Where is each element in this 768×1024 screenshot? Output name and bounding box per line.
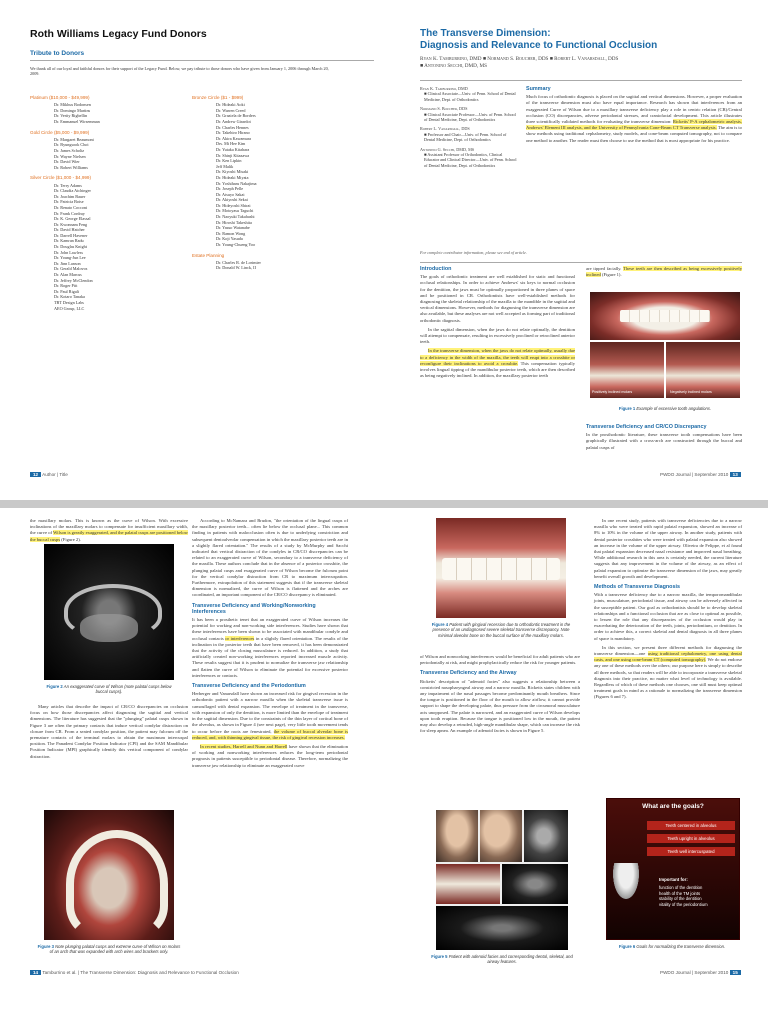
donor-name: Dr. Byungsook Choi xyxy=(54,142,89,148)
donor-name: Dr. Domingo Martins xyxy=(54,107,91,113)
donor-name: Dr. Young-Chueng Yoo xyxy=(216,242,256,248)
figure-4-caption xyxy=(430,622,572,638)
article-title-line2: Diagnosis and Relevance to Functional Occlusion xyxy=(420,40,658,51)
figure-6-important-heading: Important for: xyxy=(659,877,688,882)
p15-paragraph-1: of Wilson and nonworking interferences would be beneficial for adult patients who are periodontally at risk, and might prophylactically reduce the risk for younger patients. xyxy=(420,654,580,666)
figure-6-slide xyxy=(606,798,740,940)
perio-highlight: the volume of buccal alveolar bone is reduced, and, with thinning gingival tissue, the risk of gingival recession increases. xyxy=(192,728,348,740)
p15-col2-paragraph: In one recent study, patients with transverse deficiencies due to a narrow maxilla who were treated with rapid palatal expansion, showed an increase of 8% to 10% in the volume of the upper airway. In another study, patients with dental posterior crossbites who were treated with palatal expansion also showed an increase in the volume of the upper airway. Oliveira de Felippe, et al found that palatal expansion decreased nasal resistance and improved nasal breathing. While additional research in this area is certainly needed, the current literature suggests that any improvement in the volume of the airway, as an effect of palatal expansion to optimize the transverse dimension of the jaws, may greatly benefit overall growth and development. xyxy=(594,518,742,579)
divider xyxy=(420,262,742,263)
methods-text-b: In this section, we present three different methods for diagnosing the transverse dimension—one xyxy=(594,644,742,657)
figure-5-ct xyxy=(502,864,568,904)
donor-tier-heading: Platinum ($10,000 - $49,999) xyxy=(30,95,90,100)
donor-name: Dr. Hideaki Aoki xyxy=(216,102,245,108)
donor-name: Dr. Ken Lipkin xyxy=(216,158,242,164)
intro-paragraph-3: This compensation typically involves lingual tipping of the mandibular posterior teeth, which are then described as being negatively inclined. In addition, the maxillary posterior teeth xyxy=(420,360,575,379)
donor-name: Dr. Naoyuki Takahashi xyxy=(216,214,255,220)
p14-paragraph-2: Many articles that describe the impact of CR/CO discrepancies on occlusion focus on how those discrepancies affect diagnosing the sagittal and vertical dimensions. The literature has suggested that the "plunging" palatal cusps shown in Figure 3 are often the primary contacts that induce vertical condylar distraction on closure from CR. From a seated condylar position, the patient may fulcrum off the premature contacts of the terminal molars to obtain the maximum intercuspal position. The Panadent Condylar Position Indicator (CPI) and the SAM Mandibular Position Indicator (MPI) graphically identify this vertical component of condylar distraction. xyxy=(30,704,188,759)
figure-3-caption xyxy=(36,944,182,955)
donor-name: Dr. Kwonnam Feng xyxy=(54,221,88,227)
donor-name: Dr. Frank Cordray xyxy=(54,210,85,216)
intro-paragraph-1: The goals of orthodontic treatment are well established for static and functional occlusal relationships. In order to achieve Andrews' six keys to normal occlusion for the dentition, the jaws must be optimally proportioned in three planes of space and be positioned in CR. Orthodontists have well-established methods for diagnosing the skeletal relationship of the maxilla to the mandible in the sagittal and vertical dimensions. However, methods for diagnosing the transverse dimension are also available, but these analyses are not well accepted as forming part of traditional orthodontic diagnosis. xyxy=(420,274,576,323)
summary-highlight: Ricketts' P-A cephalometric analysis, Andrews' Element III analysis, and the University of Pennsylvania Cone-Beam CT Transverse analysis. xyxy=(526,119,742,131)
figure-5-face-side xyxy=(480,810,522,862)
page14-paragraph-2 xyxy=(30,704,188,763)
figure-6-important-item: health of the TM joints xyxy=(659,890,701,896)
contact-note: For complete contributor information, please see end of article. xyxy=(420,250,527,255)
donor-name: Dr. Hideyoshi Shirai xyxy=(216,202,251,208)
section-working-heading: Transverse Deficiency and Working/Nonworking Interferences xyxy=(192,602,316,615)
affiliation-text: ■ Clinical Associate—Univ. of Penn. School of Dental Medicine, Dept. of Orthodontics xyxy=(424,91,516,102)
perio-text-b: have shown that the elimination of working and nonworking interferences reduces the long-term periodontal prognosis in patients susceptible to periodontal disease. Therefore, normalizing the transverse jaw relationship to eliminate an exaggerated curve xyxy=(192,743,348,768)
spread-pages-12-13 xyxy=(0,0,768,500)
section-periodontium-heading: Transverse Deficiency and the Periodontium xyxy=(192,683,306,690)
donor-name: Dr. Roger Pitt xyxy=(54,283,78,289)
donor-name: Dr. Robert Williams xyxy=(54,164,88,170)
donor-name: Dr. Shinji Kitazawa xyxy=(216,152,250,158)
donor-name: Dr. Kiyoshi Misaki xyxy=(216,169,249,175)
figure-5-airway xyxy=(436,906,568,950)
donor-name: Dr. Joachim Bauer xyxy=(54,193,86,199)
page-number: 12 xyxy=(30,472,41,477)
page15-column-2 xyxy=(594,518,742,704)
donor-name: Dr. Ramon Wong xyxy=(216,230,246,236)
donor-name: Dr. Darrell Havener xyxy=(54,232,88,238)
footer-text: Author | Title xyxy=(42,472,68,477)
donor-name: Dr. Hideaki Miyata xyxy=(216,174,249,180)
p14-col2-paragraph: According to McNamara and Brudon, "the orientation of the lingual cusps of the maxillary posterior teeth... often lie below the occlusal plane... This common finding in patients with malocclusion often is due to underlying constriction and subsequent dentoalveolar compensation in which the maxillary posterior teeth are in a slightly flared orientation." The results of a study by McMurphy and Sacchi indicated that vertical distraction of the condyles in CR/CO discrepancies can be related to an exaggerated curve of Wilson, secondary to a transverse deficiency of the maxilla. These authors conclude that in the absence of a posterior crossbite, the plunging palatal cusps and exaggerated curve of Wilson become the fulcrum point for the vertical condylar distraction from CR to maximum intercuspation. Furthermore, extrapolation of this statement suggests that if the transverse skeletal dimension is normalized, the curve of Wilson is flattened and the arches are coordinated, an important component of the CR/CO discrepancy is eliminated. xyxy=(192,518,348,598)
figure-1-label: Figure 1 xyxy=(618,406,636,411)
donor-name: Dr. Jinn Lanson xyxy=(54,260,81,266)
section-methods-heading: Methods of Transverse Diagnosis xyxy=(594,584,680,591)
affiliation-name: Robert L. Vanarsdall, DDS xyxy=(420,126,470,132)
affiliation-text: ■ Clinical Associate Professor—Univ. of Penn. School of Dental Medicine, Dept. of Orthodontics xyxy=(424,111,516,123)
affiliation-name: Ryan K. Tamburrino, DMD xyxy=(420,86,468,91)
section-airway-text: Ricketts' description of "adenoid facies" also suggests a relationship between a constricted nasopharyngeal airway and a narrow maxilla. Ricketts states children with any impairment of the nasal passages become predominantly mouth breathers. Since the tongue is positioned in the floor of the mouth to allow airflow, it cannot provide support to shape the developing palate, thus pressure from the circumoral musculature acts unopposed. The palate is narrowed, and an exaggerated curve of Wilson develops upon tooth eruption. Because the tongue is positioned low in the mouth, the patient may also develop a retruded, high-angle mandibular shape, which can increase the risk for sleep apnea. An example of adenoid facies is shown in Figure 5. xyxy=(420,678,580,734)
donor-tier-heading: Bronze Circle ($1 - $999) xyxy=(192,95,244,100)
authors-line-1: Ryan K. Tamburrino, DMD ■ Normand S. Boucher, DDS ■ Robert L. Vanarsdall, DDS xyxy=(420,56,619,62)
donor-name: Dr. Takehiro Hirano xyxy=(216,130,250,136)
figure-1-label-positive: Positively inclined molars xyxy=(592,390,633,394)
figure-1-smile-photo xyxy=(590,292,740,340)
working-text-b: in a slightly flared orientation. The results of the inclination in the posterior teeth that have been removed, it has been demonstrated that the activity of the closing musculature is reduced. In addition, a study that artificially created non-working interferences reported increased muscle activity. These results suggest that it is prudent to normalize the transverse jaw relationship and flatten the curve of Wilson to eliminate the potential for excessive posterior interferences or contacts. xyxy=(192,635,348,678)
affiliation-name: Normand S. Boucher, DDS xyxy=(420,106,468,112)
summary-heading: Summary xyxy=(526,86,551,92)
col2-text-a: are tipped facially. xyxy=(586,266,624,271)
footer-right xyxy=(660,472,741,477)
figure-5-label: Figure 5 xyxy=(431,954,448,959)
donor-name: Dr. Yoshiharu Nakajima xyxy=(216,180,257,186)
donors-subtitle: Tribute to Donors xyxy=(30,50,85,57)
donor-name: Dr. Yutaka Kitahara xyxy=(216,146,250,152)
figure-1-label-negative: Negatively inclined molars xyxy=(670,390,712,394)
donor-name: Dr. Kotaro Tanaka xyxy=(54,294,85,300)
perio-highlight-2: In recent studies, Harrell and Nunn and Harrell xyxy=(200,743,288,749)
summary xyxy=(526,86,742,147)
donor-name: Dr. James Scholtz xyxy=(54,147,85,153)
donors-intro: We thank all of our loyal and faithful donors for their support of the Legacy Fund. Below, we pay tribute to those donors who have given from January 1, 2006 through March 20, 2009. xyxy=(30,66,329,77)
figure-2-caption xyxy=(44,684,174,695)
p14-text-a: the maxillary molars. This is known as the curve of Wilson. With excessive inclinations of the maxillary molars to compensate for insufficient maxillary width, the curve of xyxy=(30,518,188,536)
affiliation-name: Antonino G. Secchi, DMD, MS xyxy=(420,146,475,152)
donor-name: Dr. Charles Hennes xyxy=(216,124,249,130)
figure-5-teeth xyxy=(436,864,500,904)
footer-left xyxy=(30,970,239,975)
figure-6-goal-item: Teeth upright in alveolus xyxy=(647,834,735,843)
footer-left xyxy=(30,472,68,477)
donor-name: Dr. Graziela de Borders xyxy=(216,113,256,119)
donor-name: Drs. Mi Hee Kim xyxy=(216,141,246,147)
donor-name: Dr. Mikhus Bodonsen xyxy=(54,102,91,108)
donor-name: Dr. Kamran Radu xyxy=(54,238,84,244)
footer-right xyxy=(660,970,741,975)
donor-name: Dr. Joseph Pelle xyxy=(216,186,244,192)
figure-6-important-list xyxy=(659,885,739,907)
figure-6-caption-text: Goals for normalizing the transverse dimension. xyxy=(636,944,726,949)
footer-text: Tamburrino et al. | The Transverse Dimension: Diagnosis and Relevance to Functional Occlusion xyxy=(42,970,239,975)
figure-5-collage xyxy=(436,810,568,950)
donor-tiers-column-1 xyxy=(30,90,180,311)
page14-column-1 xyxy=(30,518,188,546)
page-number: 15 xyxy=(730,970,741,975)
donor-name: Dr. Paul Rigali xyxy=(54,288,80,294)
working-text-a: It has been a prosthetic tenet that an exaggerated curve of Wilson increases the potential for working and non-working side interferences. Studies have shown that these interferences have been shown to be associated with mandibular condyle and occlusal contacts xyxy=(192,617,348,641)
donor-name: Dr. Charles R. de Lorimier xyxy=(216,259,261,265)
donor-name: AEO Group, LLC xyxy=(54,305,85,311)
figure-6-goal-item: Teeth well intercuspated xyxy=(647,847,735,856)
intro-paragraph-2: In the sagittal dimension, when the jaws do not relate optimally, the dentition will attempt to compensate, resulting in excessively proclined or retroclined anterior teeth. xyxy=(420,326,575,345)
donors-title: Roth Williams Legacy Fund Donors xyxy=(30,28,207,40)
article-title-line1: The Transverse Dimension: xyxy=(420,28,551,39)
donor-name: Dr. K. George Elassal xyxy=(54,216,91,222)
donor-name: Dr. Hiroshi Takeshita xyxy=(216,219,252,225)
figure-5-ceph xyxy=(524,810,568,862)
donor-name: Dr. Donald W. Linck, II xyxy=(216,265,256,271)
donor-tier-heading: Gold Circle ($5,000 - $9,999) xyxy=(30,129,90,135)
donor-name: TBT Design Labs xyxy=(54,300,84,306)
donor-name: Dr. Verity Rigbellin xyxy=(54,113,88,119)
perio-text-a: Herberger and Vanarsdall have shown an increased risk for gingival recession in the orthodontic patient with a narrow maxilla when the skeletal transverse issue is camouflaged with dental expansion. The envelope of treatment in the transverse, with expansion of only the dentition, is more limited than the envelope of treatment in the sagittal dimension. Due to the constraints of the thin layer of cortical bone of the alveolus, as shown in Figure 4 (see next page), very little tooth movement tends to occur before the roots are fenestrated, xyxy=(192,691,348,734)
donor-tiers-column-2 xyxy=(192,90,342,271)
figure-2-caption-text: An exaggerated curve of Wilson (note palatal cusps below buccal cusps). xyxy=(63,684,172,695)
donor-name: Dr. Warren Creed xyxy=(216,107,246,113)
donor-tier-heading: Silver Circle ($1,000 - $4,999) xyxy=(30,175,92,181)
figure-4-caption-text: Patient with gingival recession due to orthodontic treatment in the presence of an undiagnosed severe skeletal transverse discrepancy. Note minimal alveolar bone on the buccal surface of the maxillary molars. xyxy=(432,622,571,638)
section-cr-co-text: In the prosthodontic literature, these transverse tooth compensations have been graphically illustrated with a cross-arch are constructed through the buccal and palatal cusps of xyxy=(586,432,742,450)
summary-text-b: The aim is to show methods using traditional cephalometry, study models, and cone-beam computed tomography, not to compare one method to another. The reader must then choose to use the method that is most appropriate for his practice. xyxy=(526,125,742,143)
donor-name: Dr. Terry Adams xyxy=(54,182,82,188)
page-number: 13 xyxy=(730,472,741,477)
figure-6-important-item: stability of the dentition xyxy=(659,896,702,902)
affiliations xyxy=(420,86,518,172)
figure-6-caption xyxy=(604,944,740,949)
p14-highlight: Wilson is greatly exaggerated, and the palatal cusps are positioned below the buccal cusps xyxy=(30,530,188,542)
section-cr-co xyxy=(586,420,742,454)
donor-name: Dr. Koji Yasuda xyxy=(216,236,243,242)
figure-6-goal-list xyxy=(647,821,735,860)
methods-text-c: We do not endorse any one of these methods over the others; our purpose here is simply to describe all three methods, so that readers will be able to incorporate a transverse skeletal diagnosis into their practice, no matter what level of technology is available. Regardless of which of these methods one chooses, one still must keep optimal treatment goals in mind as a rationale to normalizing the transverse dimension (Figures 6 and 7). xyxy=(594,657,742,700)
figure-6-label: Figure 6 xyxy=(618,944,636,949)
donor-tier-heading: Estate Planning xyxy=(192,252,225,258)
donor-name: Dr. Wayne Nielsen xyxy=(54,153,86,159)
footer-journal: PWDO Journal | September 2010 xyxy=(660,970,729,975)
figure-6-title: What are the goals? xyxy=(642,803,704,810)
intro-highlight: In the transverse dimension, when the jaws do not relate optimally, usually due to a deficiency in the width of the maxilla, the teeth will erupt into a crossbite or reconfigure their inclinations to avoid a crossbite. xyxy=(420,348,575,366)
figure-6-important-item: vitality of the periodontium xyxy=(659,901,708,907)
methods-highlight: using traditional cephalometry, one using dental casts, and one using cone-beam CT (computed tomography). xyxy=(594,651,742,663)
figure-1-caption-text: Example of excessive tooth angulations. xyxy=(636,406,712,411)
p14-text-b: (Figure 2). xyxy=(60,536,81,542)
figure-6-tooth-icon xyxy=(613,863,639,899)
article-title xyxy=(420,28,657,52)
figure-2-ct-scan xyxy=(44,544,174,680)
donor-name: Dr. Claudia Aichinger xyxy=(54,188,91,194)
affiliation-text: ■ Professor and Chair—Univ. of Penn. School of Dental Medicine, Dept. of Orthodontics xyxy=(424,131,507,143)
donor-name: Dr. Patricia Boise xyxy=(54,199,84,205)
figure-2-label: Figure 2 xyxy=(46,684,63,689)
section-cr-co-heading: Transverse Deficiency and CR/CO Discrepancy xyxy=(586,424,707,430)
donor-name: Dr. Andrew Girardot xyxy=(216,118,251,124)
donor-name: Jeff Malik xyxy=(216,163,234,169)
donor-name: Dr. David Wier xyxy=(54,159,80,165)
col2-text-b: (Figure 1). xyxy=(600,272,622,278)
page-number: 14 xyxy=(30,970,41,975)
figure-4-gingival-photo xyxy=(436,518,566,618)
col2-highlight: These teeth are then described as being excessively positively inclined xyxy=(586,266,742,278)
donor-name: Dr. John Lawless xyxy=(54,249,83,255)
donor-name: Dr. Renato Cocconi xyxy=(54,204,88,210)
donor-name: Dr. Akiyoshi Sekai xyxy=(216,197,248,203)
figure-5-face-front xyxy=(436,810,478,862)
authors-line-2: ■ Antonino Secchi, DMD, MS xyxy=(420,63,488,69)
introduction-column xyxy=(420,266,575,382)
donor-name: Dr. Margaret Beaumont xyxy=(54,136,94,142)
spread-pages-14-15 xyxy=(0,508,768,1024)
donor-name: Dr. Young-Jun Lee xyxy=(54,255,86,261)
figure-4-label: Figure 4 xyxy=(431,622,449,627)
page15-column-1 xyxy=(420,654,580,737)
donor-name: Dr. Akira Kawamura xyxy=(216,135,252,141)
introduction-heading: Introduction xyxy=(420,266,452,272)
article-authors xyxy=(420,56,618,70)
summary-text-a: Much focus of orthodontic diagnosis is placed on the sagittal and vertical dimensions. However, a proper evaluation of the transverse dimension must also have equal importance. Research has shown that interferences from an exaggerated Curve of Wilson due to a maxillary transverse deficiency play a role in centric relation (CR)/Central occlusion (CO) discrepancies, adverse periodontal stresses, and craniofacial development. This article illustrates three scientifically validated methods for evaluating the transverse dimension: xyxy=(526,94,742,125)
methods-paragraph-1: With a transverse deficiency due to a narrow maxilla, the temporomandibular joints, musculature, periodontal tissue, and airway can be adversely affected in the susceptible patient. Our goal as orthodontists should be to develop skeletal relationships and a functional occlusion that are as close to optimal as possible, to lessen the role that any discrepancies of the occlusion would play in exacerbating the deterioration of the teeth, joints, periodontium, or dentition. In order to achieve this, a correct skeletal and dental diagnosis in all three planes of space is mandatory. xyxy=(594,592,742,641)
figure-6-important-item: function of the dentition xyxy=(659,885,703,890)
donor-name: Dr. David Hatcher xyxy=(54,227,85,233)
divider xyxy=(30,60,374,61)
figure-6-goal-item: Teeth centered in alveolus xyxy=(647,821,735,830)
donor-name: Dr. Emmanuel Wirsemman xyxy=(54,118,100,124)
figure-5-caption-text: Patient with adenoid facies and corresponding dental, skeletal, and airway features. xyxy=(448,954,573,965)
donor-name: Dr. Motoyasu Taguchi xyxy=(216,208,254,214)
donor-name: Dr. Alan Marcus xyxy=(54,272,82,278)
donor-name: Dr. Gerald Malovos xyxy=(54,266,88,272)
footer-journal: PWDO Journal | September 2010 xyxy=(660,472,729,477)
page14-column-2 xyxy=(192,518,348,772)
figure-3-label: Figure 3 xyxy=(37,944,54,949)
figure-5-caption xyxy=(430,954,574,965)
donor-name: Dr. Douglas Knight xyxy=(54,244,87,250)
donor-name: Dr. Jeffrey McClendon xyxy=(54,277,93,283)
figure-3-caption-text: Note plunging palatal cusps and extreme curve of Wilson on molars of an arch that was expanded with arch wires and brackets only. xyxy=(49,944,181,955)
figure-1-caption xyxy=(590,406,740,411)
affiliation-text: ■ Assistant Professor of Orthodontics, Clinical Educator and Clinical Director—Univ. of Penn. School of Dental Medicine, Dept. of Orthodontics xyxy=(424,152,517,168)
section-airway-heading: Transverse Deficiency and the Airway xyxy=(420,670,517,677)
divider xyxy=(420,80,742,81)
donor-name: Dr. Yasuo Watanabe xyxy=(216,225,250,231)
article-column-2 xyxy=(586,266,742,281)
figure-3-arch-photo xyxy=(44,810,174,940)
working-highlight: or interferences xyxy=(225,635,255,641)
donor-name: Dr. Atsuyo Sakai xyxy=(216,191,245,197)
